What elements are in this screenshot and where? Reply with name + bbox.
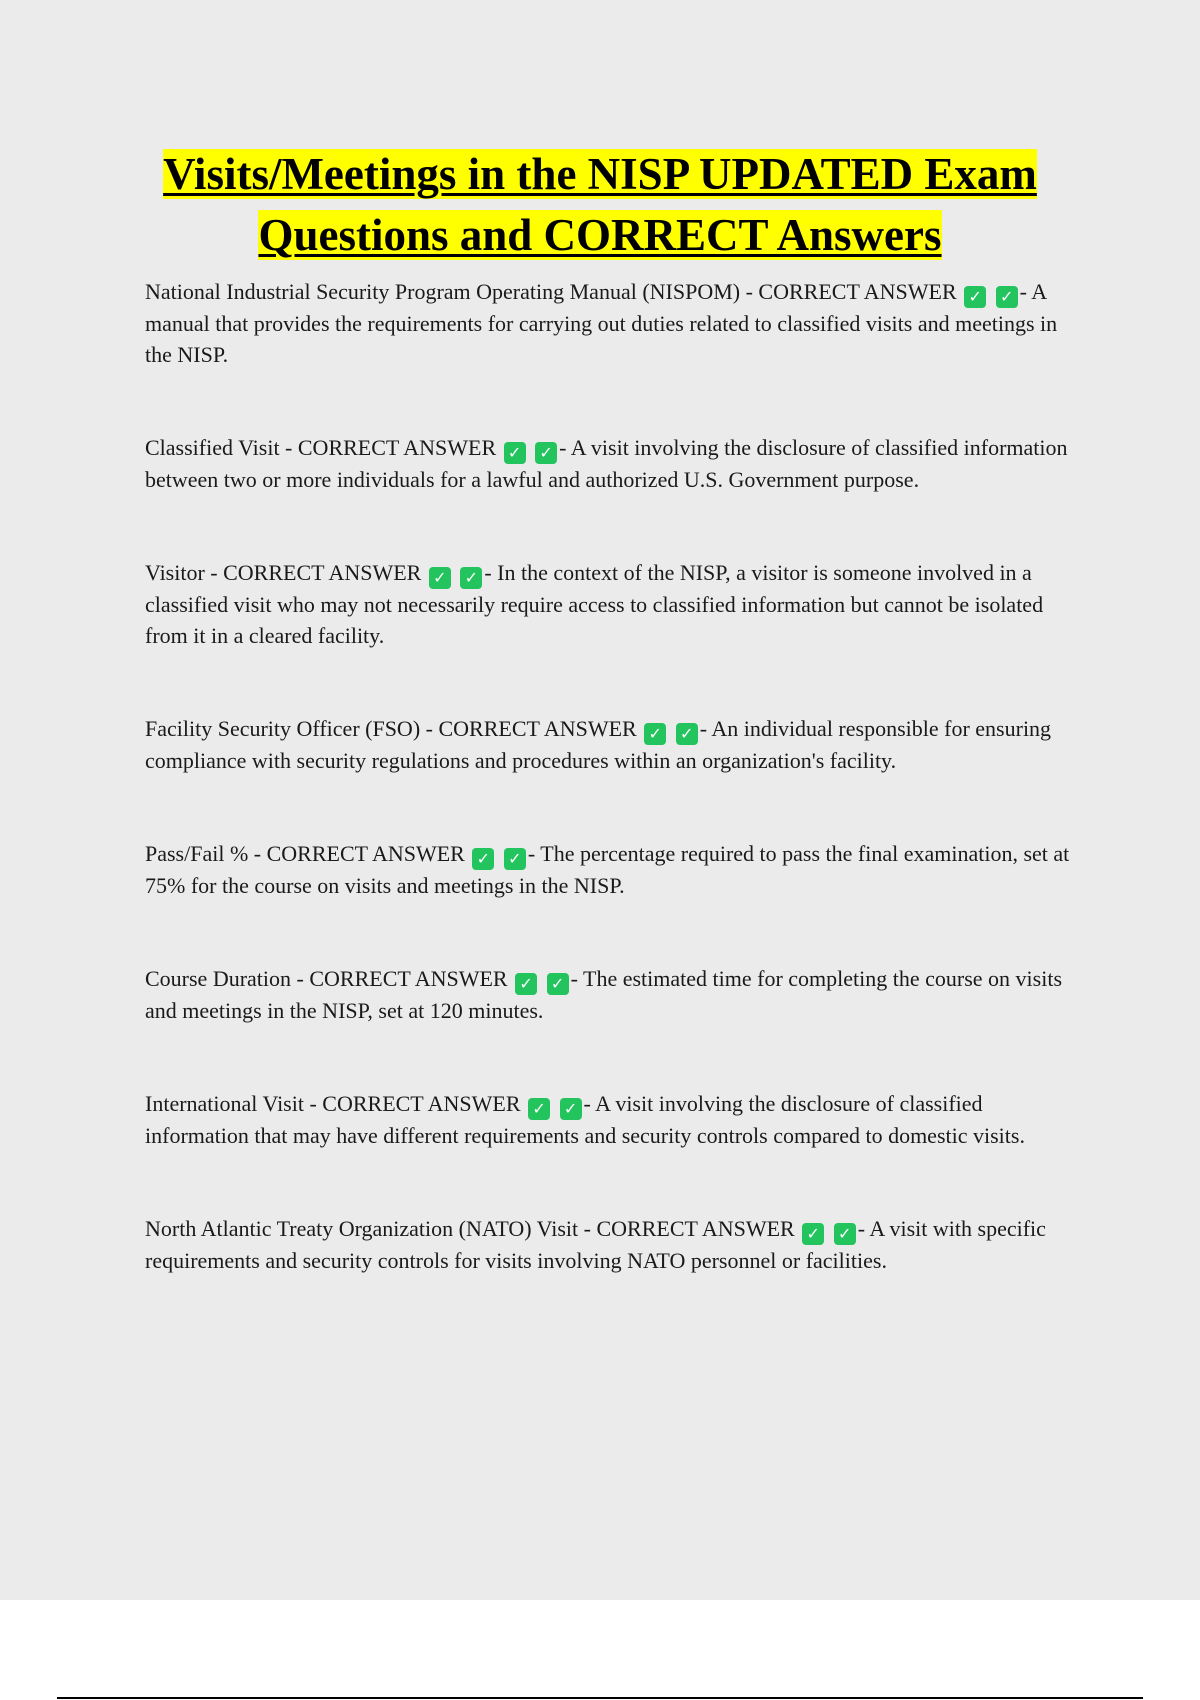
qa-list xyxy=(145,276,1083,1276)
qa-entry xyxy=(145,557,1083,651)
qa-term: Facility Security Officer (FSO) - CORRECT ANSWER xyxy=(145,716,643,741)
check-icon: ✓ xyxy=(460,567,482,589)
qa-definition: - An individual responsible for ensuring compliance with security regulations and procedures within an organization's facility. xyxy=(145,716,1052,773)
check-icon: ✓ xyxy=(834,1223,856,1245)
check-icon: ✓ xyxy=(535,442,557,464)
qa-term: Visitor - CORRECT ANSWER xyxy=(145,560,427,585)
page-divider xyxy=(57,1697,1143,1699)
check-icon: ✓ xyxy=(802,1223,824,1245)
qa-entry xyxy=(145,276,1083,370)
check-icon: ✓ xyxy=(547,973,569,995)
document-title-text: Visits/Meetings in the NISP UPDATED Exam Questions and CORRECT Answers xyxy=(163,149,1037,260)
qa-entry xyxy=(145,838,1083,901)
qa-entry xyxy=(145,963,1083,1026)
qa-entry xyxy=(145,1213,1083,1276)
qa-term: North Atlantic Treaty Organization (NATO) Visit - CORRECT ANSWER xyxy=(145,1216,801,1241)
check-icon: ✓ xyxy=(472,848,494,870)
check-icon: ✓ xyxy=(996,286,1018,308)
document-title xyxy=(100,144,1100,266)
qa-definition: - In the context of the NISP, a visitor is someone involved in a classified visit who may not necessarily require access to classified information but cannot be isolated from it in a cleared facility. xyxy=(145,560,1044,648)
qa-term: National Industrial Security Program Operating Manual (NISPOM) - CORRECT ANSWER xyxy=(145,279,963,304)
check-icon: ✓ xyxy=(676,723,698,745)
qa-definition: - The estimated time for completing the course on visits and meetings in the NISP, set at 120 minutes. xyxy=(145,966,1063,1023)
qa-entry xyxy=(145,432,1083,495)
check-icon: ✓ xyxy=(644,723,666,745)
check-icon: ✓ xyxy=(560,1098,582,1120)
qa-term: Pass/Fail % - CORRECT ANSWER xyxy=(145,841,471,866)
check-icon: ✓ xyxy=(964,286,986,308)
qa-term: International Visit - CORRECT ANSWER xyxy=(145,1091,527,1116)
qa-definition: - A visit involving the disclosure of classified information between two or more individuals for a lawful and authorized U.S. Government purpose. xyxy=(145,435,1068,492)
qa-entry xyxy=(145,1088,1083,1151)
check-icon: ✓ xyxy=(504,848,526,870)
qa-term: Classified Visit - CORRECT ANSWER xyxy=(145,435,502,460)
qa-definition: - A manual that provides the requirements for carrying out duties related to classified visits and meetings in the NISP. xyxy=(145,279,1058,367)
check-icon: ✓ xyxy=(504,442,526,464)
qa-definition: - The percentage required to pass the final examination, set at 75% for the course on visits and meetings in the NISP. xyxy=(145,841,1070,898)
check-icon: ✓ xyxy=(528,1098,550,1120)
qa-definition: - A visit involving the disclosure of classified information that may have different requirements and security controls compared to domestic visits. xyxy=(145,1091,1025,1148)
check-icon: ✓ xyxy=(515,973,537,995)
qa-term: Course Duration - CORRECT ANSWER xyxy=(145,966,514,991)
title-block xyxy=(100,144,1100,266)
qa-definition: - A visit with specific requirements and security controls for visits involving NATO personnel or facilities. xyxy=(145,1216,1046,1273)
check-icon: ✓ xyxy=(429,567,451,589)
qa-entry xyxy=(145,713,1083,776)
